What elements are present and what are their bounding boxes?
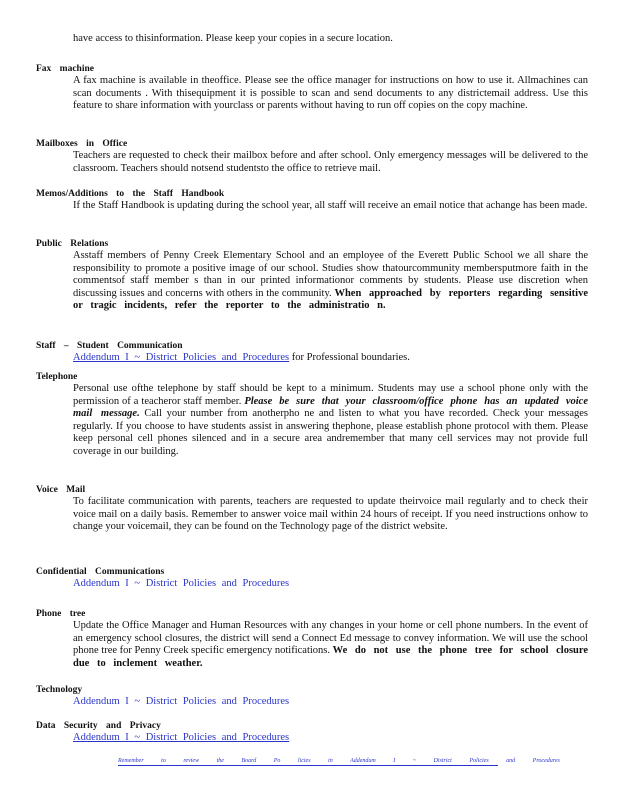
section-body: A fax machine is available in theoffice. Please see the office manager for instructions on how to use it. Allmachines can scan documents . With thisequipment it is possible to scan and send documents to any districtemail address. Use this feature to share information with yourclass or parents without having to run off copies on the copy machine.	[73, 75, 588, 112]
addendum-link[interactable]: Addendum I ~ District Policies and Procedures	[73, 578, 290, 589]
section-heading: Public Relations	[36, 239, 109, 249]
section-heading: Mailboxes in Office	[36, 139, 128, 149]
intro-text: have access to thisinformation. Please keep your copies in a secure location.	[73, 33, 393, 44]
section-heading: Voice Mail	[36, 485, 86, 495]
section-data-security-privacy	[36, 720, 596, 745]
section-telephone	[36, 371, 596, 459]
section-heading: Confidential Communications	[36, 567, 165, 577]
section-body-text: Personal use ofthe telephone by staff should be kept to a minimum. Students may use a school phone only with the permission of a teacheror staff member.	[73, 383, 588, 407]
section-technology	[36, 684, 596, 709]
section-body-text: Update the Office Manager and Human Resources with any changes in your home or cell phone numbers. In the event of an emergency school closures, the district will send a Connect Ed message to convey information. We will use the school phone tree for Penny Creek specific emergency notifications.	[73, 620, 588, 657]
section-heading: Phone tree	[36, 609, 86, 619]
section-voice-mail	[36, 484, 596, 534]
section-heading: Technology	[36, 685, 83, 695]
section-body: To facilitate communication with parents, teachers are requested to update theirvoice mail regularly and to check their voice mail on a daily basis. Remember to answer voice mail within 24 hours of receipt. If you need instructions onhow to change your voicemail, they can be found on the Technology page of the district website.	[73, 496, 588, 533]
section-fax-machine	[36, 63, 596, 113]
section-public-relations	[36, 238, 596, 313]
section-body	[73, 383, 588, 459]
addendum-link[interactable]: Addendum I ~ District Policies and Procedures	[73, 696, 290, 707]
voicemail-reminder: Please be sure that your classroom/office phone has an updated voice mail message.	[73, 395, 589, 420]
section-heading: Memos/Additions to the Staff Handbook	[36, 189, 225, 199]
section-body-text: Call your number from anotherpho ne and listen to what you have recorded. Check your messages regularly. If you choose to have students assist in answering thephone, please establish phone protocol with them. Please keep personal cell phones silenced and in a secure area andremember that many cell services may not provide full coverage in our building.	[73, 408, 589, 457]
addendum-link[interactable]: Addendum I ~ District Policies and Procedures	[73, 732, 290, 743]
section-heading: Staff – Student Communication	[36, 341, 183, 351]
section-body	[73, 732, 588, 745]
footer-reminder-link[interactable]: Remember to review the Board Po licies in Addendum I ~ District Policies and Procedures	[118, 758, 560, 764]
section-heading: Fax machine	[36, 64, 94, 74]
section-body	[73, 250, 588, 313]
section-heading: Telephone	[36, 372, 78, 382]
closure-notice: We do not use the phone tree for school closure due to inclement weather.	[73, 645, 589, 669]
section-body-text: Asstaff members of Penny Creek Elementary School and an employee of the Everett Public School we all share the responsibility to promote a positive image of our school. Studies show thatourcommunity membersputmore faith in the commentsof staff member s than in our printed informationor comments by students. Please use discretion when discussing issues and concerns with others in the community.	[73, 250, 588, 299]
section-staff-student-communication	[36, 340, 596, 365]
section-body-text: for Professional boundaries.	[291, 352, 410, 363]
section-phone-tree	[36, 608, 596, 670]
section-body	[73, 578, 588, 591]
addendum-link[interactable]: Addendum I ~ District Policies and Procedures	[73, 352, 290, 363]
section-body	[73, 352, 588, 365]
section-mailboxes	[36, 138, 596, 175]
section-heading: Data Security and Privacy	[36, 721, 161, 731]
reporter-notice: When approached by reporters regarding sensitive or tragic incidents, refer the reporter to the administratio n.	[73, 287, 588, 312]
section-body	[73, 696, 588, 709]
section-body: If the Staff Handbook is updating during the school year, all staff will receive an email notice that achange has been made.	[73, 200, 588, 211]
section-memos-additions	[36, 188, 596, 213]
section-body	[73, 620, 588, 670]
section-confidential-communications	[36, 566, 596, 591]
section-body: Teachers are requested to check their mailbox before and after school. Only emergency messages will be delivered to the classroom. Teachers should notsend studentsto the office to retrieve mail.	[73, 150, 588, 174]
